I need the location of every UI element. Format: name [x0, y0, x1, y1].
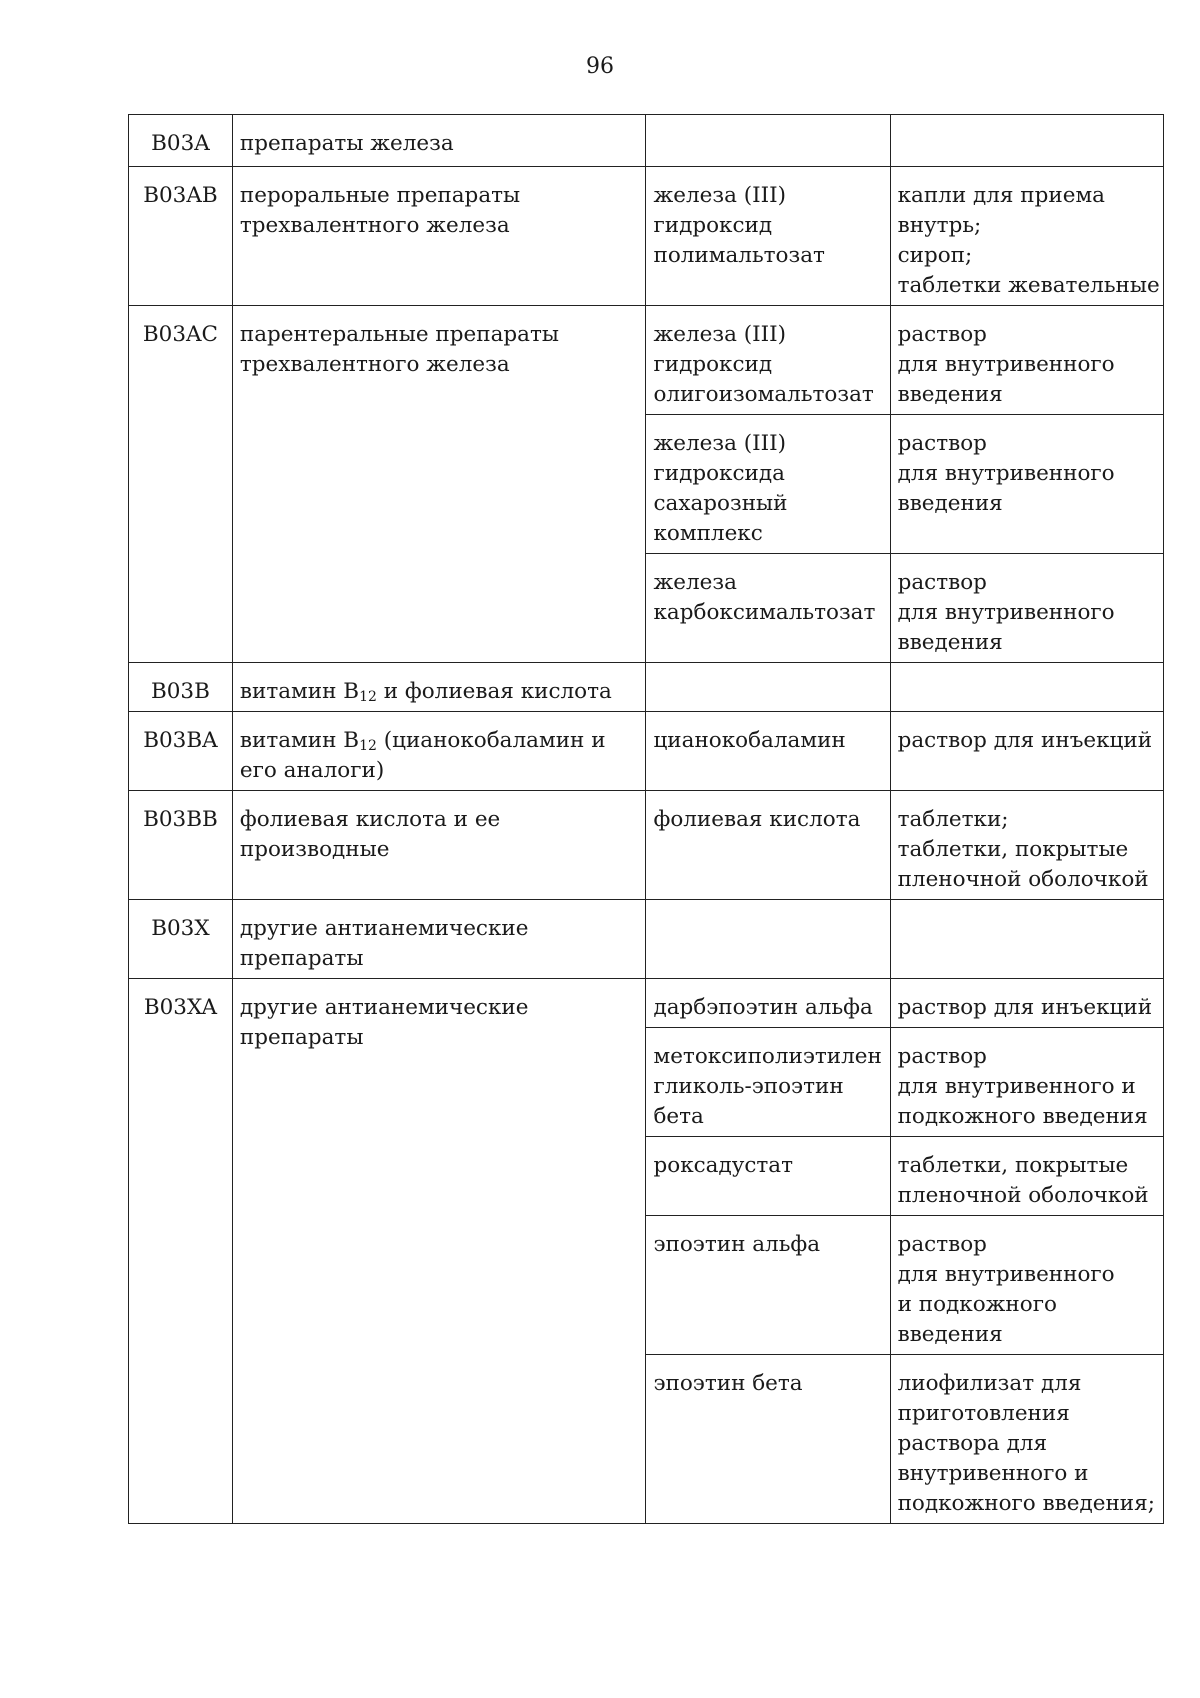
drug-name-line: карбоксимальтозат: [653, 600, 876, 625]
anatomical-therapeutic-group-cell: [232, 663, 646, 712]
dosage-form-line: введения: [897, 491, 1003, 516]
drug-name-line: железа: [653, 570, 737, 595]
drug-name-cell: [646, 306, 890, 415]
drug-name-line: олигоизомальтозат: [653, 382, 874, 407]
dosage-form-line: для внутривенного: [897, 600, 1115, 625]
dosage-form-line: и подкожного: [897, 1292, 1057, 1317]
dosage-form-line: раствор: [897, 1232, 987, 1257]
drug-name-line: цианокобаламин: [653, 728, 846, 753]
anatomical-therapeutic-group-cell: [232, 712, 646, 791]
dosage-form-line: для внутривенного: [897, 461, 1115, 486]
dosage-form-line: для внутривенного: [897, 352, 1115, 377]
table-row: [129, 306, 1164, 415]
dosage-form-line: для внутривенного: [897, 1262, 1115, 1287]
drug-name-line: железа (III): [653, 183, 787, 208]
dosage-form-cell: [890, 554, 1163, 663]
dosage-form-line: введения: [897, 630, 1003, 655]
group-name-line: [240, 726, 640, 756]
dosage-form-line: для внутривенного и: [897, 1074, 1136, 1099]
group-name-line: пероральные препараты: [239, 183, 521, 208]
dosage-form-cell: [890, 791, 1163, 900]
anatomical-therapeutic-group-cell: [232, 167, 646, 306]
anatomical-therapeutic-group-cell: [232, 306, 646, 663]
atc-code-cell: B03BB: [129, 791, 233, 900]
table-row: [129, 791, 1164, 900]
group-name-line: другие антианемические: [239, 995, 529, 1020]
dosage-form-line: капли для приема: [897, 183, 1105, 208]
drug-name-cell: [646, 663, 890, 712]
drug-classification-table: [128, 114, 1164, 1524]
atc-code-cell: B03X: [129, 900, 233, 979]
anatomical-therapeutic-group-cell: [232, 115, 646, 167]
drug-name-line: гидроксид: [653, 352, 773, 377]
dosage-form-cell: [890, 1355, 1163, 1524]
drug-name-line: роксадустат: [653, 1153, 794, 1178]
drug-name-line: дарбэпоэтин альфа: [653, 995, 873, 1020]
dosage-form-line: пленочной оболочкой: [897, 1183, 1149, 1208]
dosage-form-line: раствор для инъекций: [897, 728, 1153, 753]
table-row: [129, 115, 1164, 167]
anatomical-therapeutic-group-cell: [232, 979, 646, 1524]
drug-name-line: метоксиполиэтилен: [653, 1044, 882, 1069]
dosage-form-line: подкожного введения: [897, 1104, 1148, 1129]
drug-name-cell: [646, 791, 890, 900]
dosage-form-cell: [890, 900, 1163, 979]
dosage-form-line: лиофилизат для: [897, 1371, 1082, 1396]
dosage-form-line: подкожного введения;: [897, 1491, 1155, 1516]
atc-code-cell: B03BA: [129, 712, 233, 791]
group-name-line: препараты железа: [239, 131, 454, 156]
drug-name-line: полимальтозат: [653, 243, 825, 268]
dosage-form-cell: [890, 1137, 1163, 1216]
drug-name-cell: [646, 900, 890, 979]
dosage-form-line: раствор для инъекций: [897, 995, 1153, 1020]
dosage-form-line: таблетки жевательные: [897, 273, 1160, 298]
dosage-form-line: раствора для: [897, 1431, 1048, 1456]
atc-code-cell: B03AB: [129, 167, 233, 306]
dosage-form-line: приготовления: [897, 1401, 1070, 1426]
dosage-form-cell: [890, 167, 1163, 306]
dosage-form-cell: [890, 1216, 1163, 1355]
atc-code-cell: B03AC: [129, 306, 233, 663]
drug-name-cell: [646, 415, 890, 554]
group-name-line: трехвалентного железа: [239, 352, 510, 377]
drug-name-line: фолиевая кислота: [653, 807, 861, 832]
drug-name-cell: [646, 167, 890, 306]
table-row: [129, 167, 1164, 306]
dosage-form-line: таблетки, покрытые: [897, 1153, 1129, 1178]
drug-name-cell: [646, 115, 890, 167]
table-row: [129, 979, 1164, 1028]
dosage-form-line: сироп;: [897, 243, 973, 268]
group-name-line: другие антианемические: [239, 916, 529, 941]
dosage-form-cell: [890, 415, 1163, 554]
anatomical-therapeutic-group-cell: [232, 791, 646, 900]
dosage-form-cell: [890, 1028, 1163, 1137]
dosage-form-cell: [890, 663, 1163, 712]
dosage-form-cell: [890, 712, 1163, 791]
group-name-text: и фолиевая кислота: [376, 679, 612, 704]
drug-name-line: эпоэтин альфа: [653, 1232, 821, 1257]
dosage-form-line: раствор: [897, 322, 987, 347]
dosage-form-line: таблетки, покрытые: [897, 837, 1129, 862]
dosage-form-line: введения: [897, 1322, 1003, 1347]
drug-name-line: эпоэтин бета: [653, 1371, 803, 1396]
dosage-form-cell: [890, 306, 1163, 415]
drug-name-cell: [646, 1355, 890, 1524]
dosage-form-line: введения: [897, 382, 1003, 407]
dosage-form-cell: [890, 115, 1163, 167]
drug-name-line: железа (III): [653, 322, 787, 347]
drug-name-cell: [646, 1137, 890, 1216]
atc-code-cell: B03A: [129, 115, 233, 167]
drug-name-line: гликоль-эпоэтин: [653, 1074, 844, 1099]
group-name-line: парентеральные препараты: [239, 322, 559, 347]
dosage-form-line: таблетки;: [897, 807, 1009, 832]
dosage-form-line: внутривенного и: [897, 1461, 1089, 1486]
page-number: 96: [586, 54, 614, 79]
vitamin-subscript: 12: [359, 738, 377, 754]
drug-name-line: гидроксид: [653, 213, 773, 238]
drug-name-cell: [646, 554, 890, 663]
group-name-text: витамин B: [239, 728, 360, 753]
drug-name-line: железа (III): [653, 431, 787, 456]
atc-code-cell: B03XA: [129, 979, 233, 1524]
group-name-text: (цианокобаламин и: [376, 728, 606, 753]
dosage-form-cell: [890, 979, 1163, 1028]
dosage-form-line: раствор: [897, 570, 987, 595]
dosage-form-line: раствор: [897, 1044, 987, 1069]
drug-name-cell: [646, 1028, 890, 1137]
drug-name-line: гидроксида: [653, 461, 785, 486]
drug-name-line: бета: [653, 1104, 704, 1129]
group-name-line: препараты: [239, 946, 364, 971]
group-name-text: витамин B: [239, 679, 360, 704]
group-name-line: его аналоги): [239, 758, 385, 783]
dosage-form-line: пленочной оболочкой: [897, 867, 1149, 892]
anatomical-therapeutic-group-cell: [232, 900, 646, 979]
group-name-line: производные: [239, 837, 390, 862]
dosage-form-line: раствор: [897, 431, 987, 456]
table-row: [129, 712, 1164, 791]
dosage-form-line: внутрь;: [897, 213, 982, 238]
table-row: [129, 900, 1164, 979]
atc-code-cell: B03B: [129, 663, 233, 712]
group-name-line: трехвалентного железа: [239, 213, 510, 238]
group-name-line: препараты: [239, 1025, 364, 1050]
group-name-line: [240, 677, 640, 707]
group-name-line: фолиевая кислота и ее: [239, 807, 501, 832]
drug-name-cell: [646, 1216, 890, 1355]
drug-name-line: комплекс: [653, 521, 763, 546]
vitamin-subscript: 12: [359, 689, 377, 705]
drug-name-cell: [646, 979, 890, 1028]
drug-name-line: сахарозный: [653, 491, 788, 516]
table-row: [129, 663, 1164, 712]
drug-name-cell: [646, 712, 890, 791]
